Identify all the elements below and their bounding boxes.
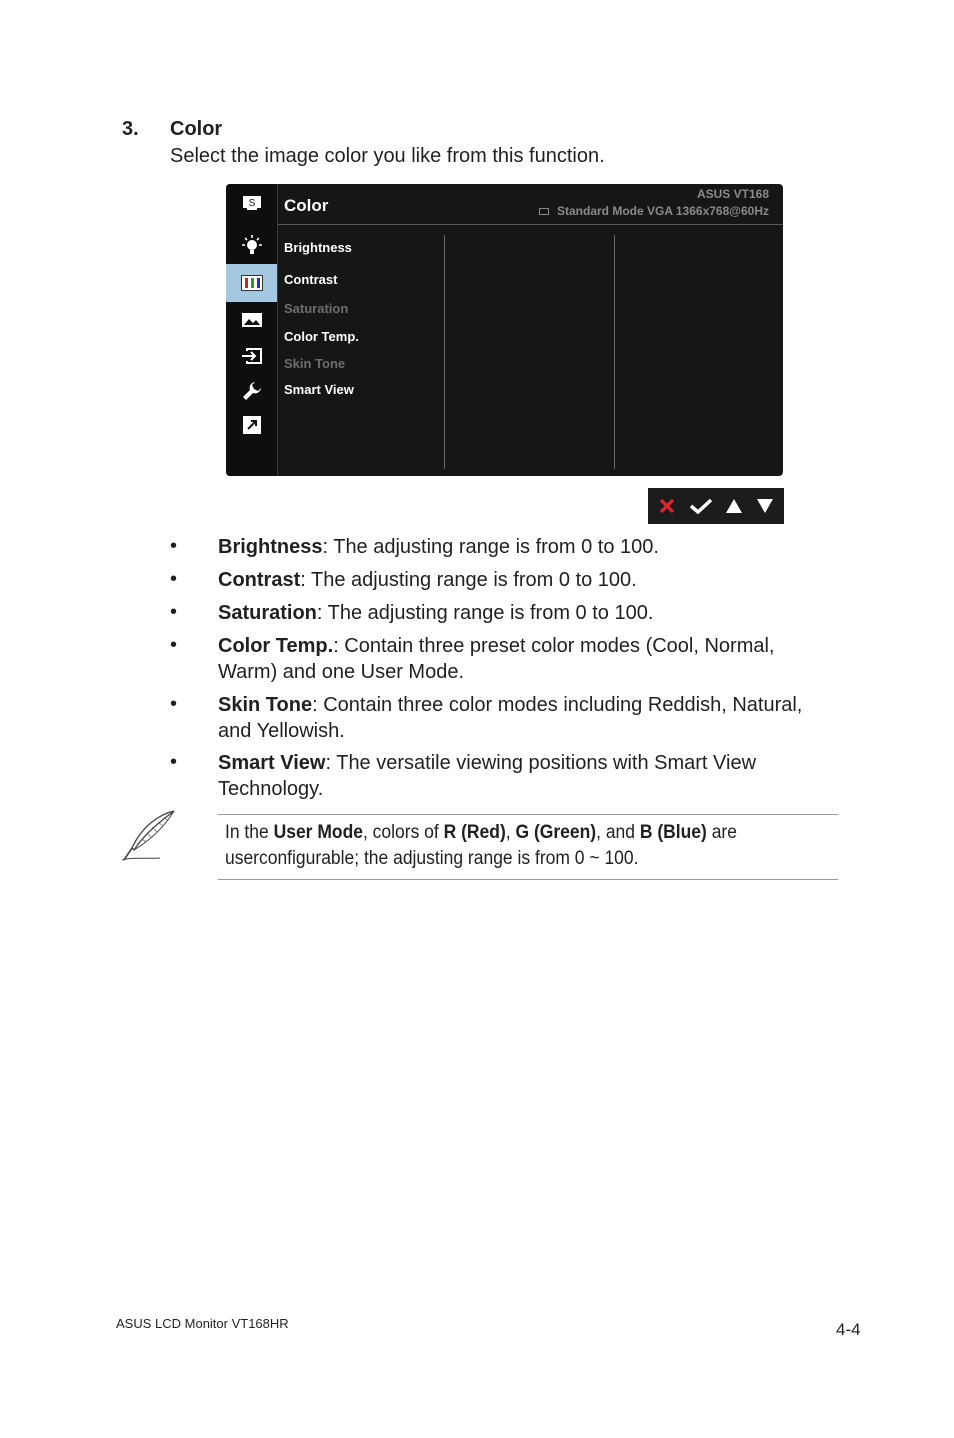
osd-status-text: Standard Mode VGA 1366x768@60Hz [556,204,769,218]
osd-item-skin-tone: Skin Tone [284,356,346,371]
osd-item-color-temp[interactable]: Color Temp. [284,329,359,344]
splendid-icon[interactable] [226,184,277,222]
monitor-icon [539,208,549,215]
osd-model-name: ASUS VT168 [696,187,769,201]
osd-item-brightness[interactable]: Brightness [284,240,352,255]
section-intro: Select the image color you like from this function. [170,145,605,167]
bullet-item: Brightness: The adjusting range is from 0 to 100. [218,536,659,558]
bullet-item: Skin Tone: Contain three color modes including Reddish, Natural, and Yellowish. [218,694,803,742]
image-icon[interactable] [226,301,277,339]
note-feather-icon [120,808,182,869]
shortcut-arrow-icon[interactable] [226,406,277,444]
bullet-symbol: • [170,634,178,656]
bullet-symbol: • [170,601,178,623]
bullet-item: Color Temp.: Contain three preset color modes (Cool, Normal, Warm) and one User Mode. [218,635,775,683]
check-icon[interactable] [689,497,713,515]
osd-menu [226,184,783,476]
section-title: Color [170,118,223,140]
bullet-symbol: • [170,535,178,557]
section-number: 3. [122,118,139,140]
bullet-item: Saturation: The adjusting range is from 0 to 100. [218,602,654,624]
down-triangle-icon[interactable] [756,498,774,514]
color-bars-icon[interactable] [226,264,277,302]
osd-key-bar [648,488,784,524]
note-text: In the User Mode, colors of R (Red), G (Green), and B (Blue) are userconfigurable; the adjusting range is from 0 ~ 100. [225,822,737,869]
input-select-icon[interactable] [226,337,277,375]
osd-sidebar [226,184,278,476]
bullet-item: Smart View: The versatile viewing positions with Smart View Technology. [218,752,757,800]
osd-column-divider [444,235,445,469]
osd-title: Color [284,196,329,215]
brightness-bulb-icon[interactable] [226,227,277,265]
up-triangle-icon[interactable] [725,498,743,514]
footer-page-number: 4-4 [836,1320,861,1339]
system-setup-wrench-icon[interactable] [226,372,277,410]
note-bottom-rule [218,879,838,880]
osd-item-contrast[interactable]: Contrast [284,272,338,287]
osd-item-saturation: Saturation [284,301,349,316]
note-top-rule [218,814,838,815]
bullet-item: Contrast: The adjusting range is from 0 to 100. [218,569,637,591]
bullet-symbol: • [170,693,178,715]
osd-status [539,204,769,218]
close-x-icon[interactable] [658,497,676,515]
osd-item-smart-view[interactable]: Smart View [284,382,354,397]
osd-header [278,184,783,225]
bullet-symbol: • [170,751,178,773]
footer-manual-title: ASUS LCD Monitor VT168HR [116,1316,289,1331]
splendid-letter: S [248,198,255,209]
bullet-symbol: • [170,568,178,590]
osd-column-divider [614,235,615,469]
